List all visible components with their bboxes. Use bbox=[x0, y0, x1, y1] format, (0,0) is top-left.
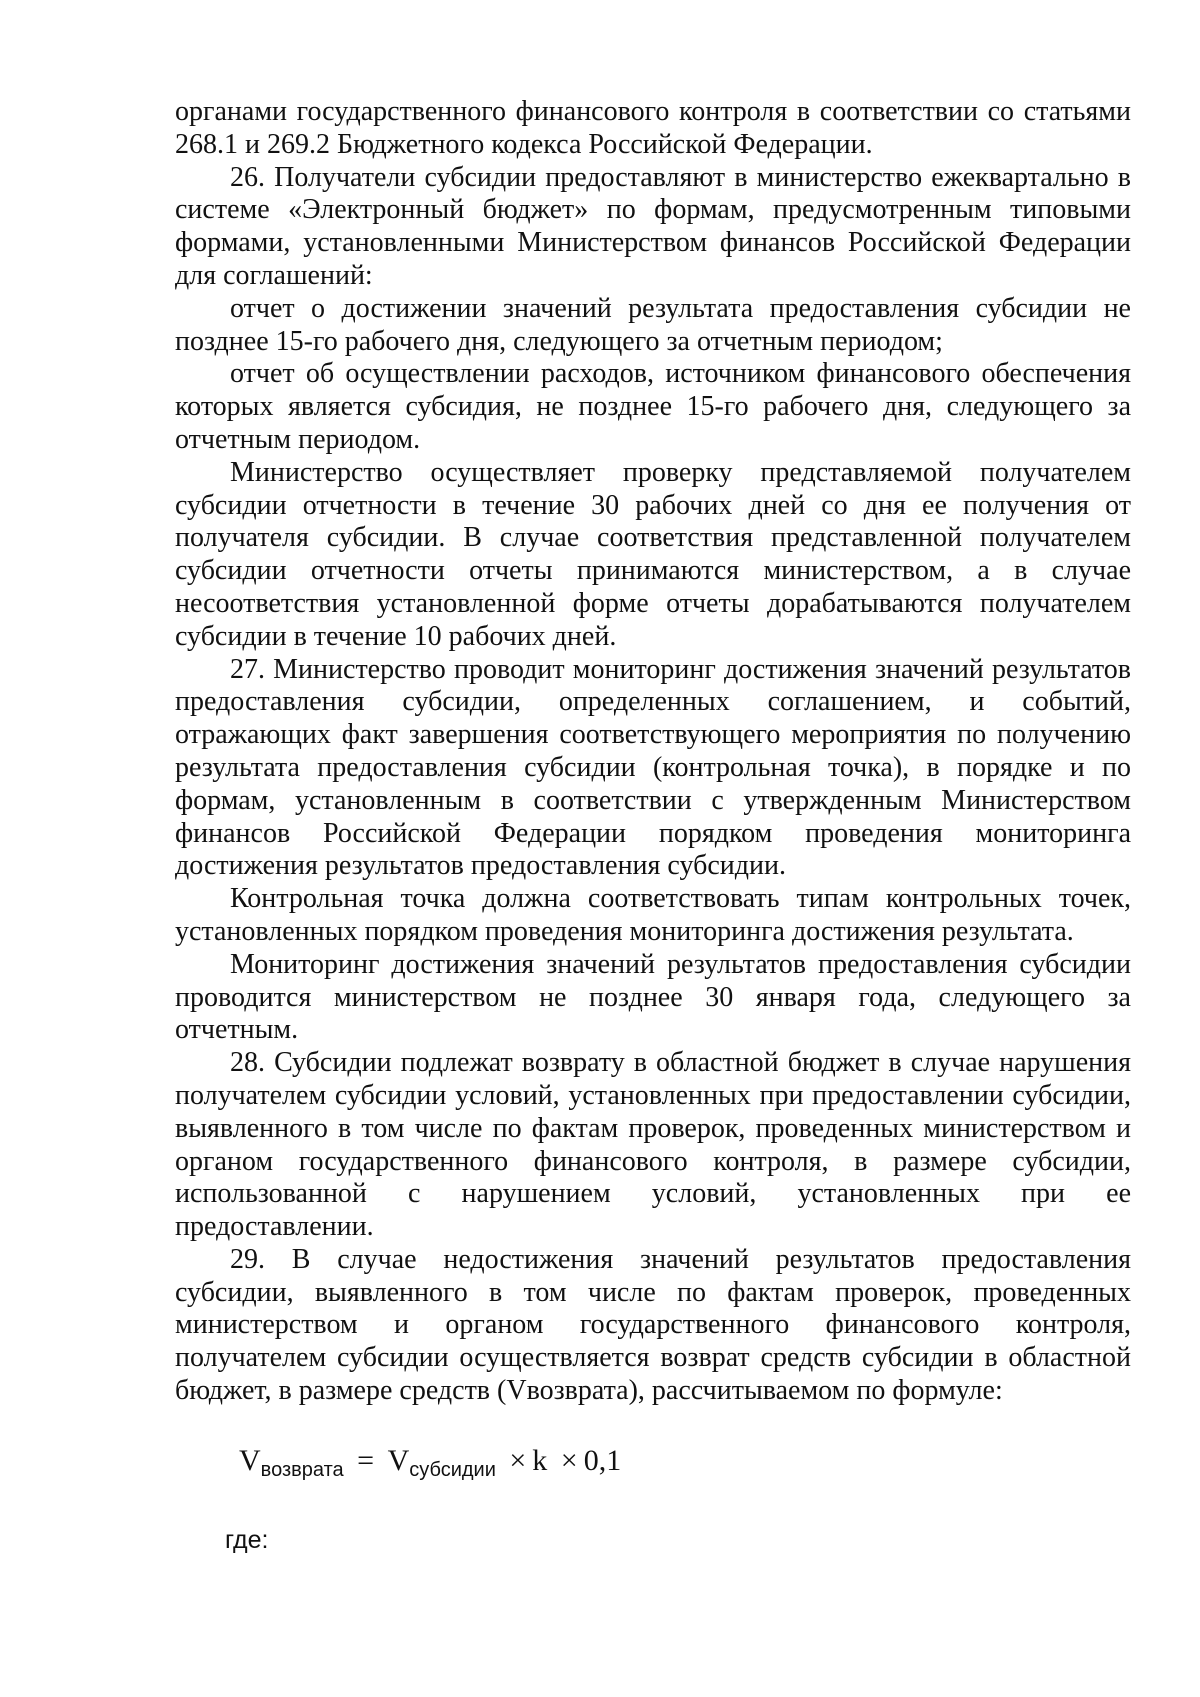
paragraph-29: 29. В случае недостижения значений результатов предоставления субсидии, выявленного в том числе по фактам проверок, проведенных министерством и органом государственного финансового контроля, получателем субсидии осуществляется возврат средств субсидии в областной бюджет, в размере средств (Vвозврата), рассчитываемом по формуле: bbox=[175, 1243, 1131, 1407]
refund-formula bbox=[239, 1438, 1131, 1484]
paragraph-continuation: органами государственного финансового контроля в соответствии со статьями 268.1 и 269.2 Бюджетного кодекса Российской Федерации. bbox=[175, 96, 1131, 160]
paragraph-26-report-expenses: отчет об осуществлении расходов, источником финансового обеспечения которых является субсидия, не позднее 15-го рабочего дня, следующего за отчетным периодом. bbox=[175, 358, 1131, 455]
paragraph-27-monitoring-deadline: Мониторинг достижения значений результатов предоставления субсидии проводится министерством не позднее 30 января года, следующего за отчетным. bbox=[175, 948, 1131, 1046]
formula-factor-k: k bbox=[532, 1443, 548, 1477]
paragraph-26-report-results: отчет о достижении значений результата предоставления субсидии не позднее 15-го рабочего дня, следующего за отчетным периодом; bbox=[175, 292, 1131, 357]
paragraph-27: 27. Министерство проводит мониторинг достижения значений результатов предоставления субсидии, определенных соглашением, и событий, отражающих факт завершения соответствующего мероприятия по получению результата предоставления субсидии (контрольная точка), в порядке и по формам, установленным в соответствии с утвержденным Министерством финансов Российской Федерации порядком проведения мониторинга достижения результатов предоставления субсидии. bbox=[175, 653, 1131, 882]
document-page bbox=[175, 96, 1131, 1556]
paragraph-26: 26. Получатели субсидии предоставляют в министерство ежеквартально в системе «Электронный бюджет» по формам, предусмотренным типовыми формами, установленными Министерством финансов Российской Федерации для соглашений: bbox=[175, 161, 1131, 291]
paragraph-28: 28. Субсидии подлежат возврату в областной бюджет в случае нарушения получателем субсидии условий, установленных при предоставлении субсидии, выявленного в том числе по фактам проверок, проведенных министерством и органом государственного финансового контроля, в размере субсидии, использованной с нарушением условий, установленных при ее предоставлении. bbox=[175, 1047, 1131, 1243]
document-body bbox=[175, 96, 1131, 1408]
where-label: где: bbox=[225, 1525, 269, 1554]
formula-times-sign: × bbox=[509, 1443, 527, 1477]
formula-lhs-subscript: возврата bbox=[260, 1458, 344, 1481]
formula-lhs-symbol: V bbox=[239, 1443, 261, 1477]
paragraph-26-verification: Министерство осуществляет проверку представляемой получателем субсидии отчетности в течение 30 рабочих дней со дня ее получения от получателя субсидии. В случае соответствия представленной получателем субсидии отчетности отчеты принимаются министерством, а в случае несоответствия установленной форме отчеты дорабатываются получателем субсидии в течение 10 рабочих дней. bbox=[175, 456, 1131, 652]
formula-rhs-symbol: V bbox=[387, 1443, 410, 1477]
formula-factor-constant: 0,1 bbox=[583, 1443, 622, 1477]
formula-times-sign: × bbox=[560, 1443, 578, 1477]
formula-equals-sign: = bbox=[357, 1443, 375, 1477]
paragraph-27-control-point: Контрольная точка должна соответствовать типам контрольных точек, установленных порядком проведения мониторинга достижения результата. bbox=[175, 883, 1131, 947]
formula-rhs-subscript: субсидии bbox=[409, 1458, 496, 1481]
